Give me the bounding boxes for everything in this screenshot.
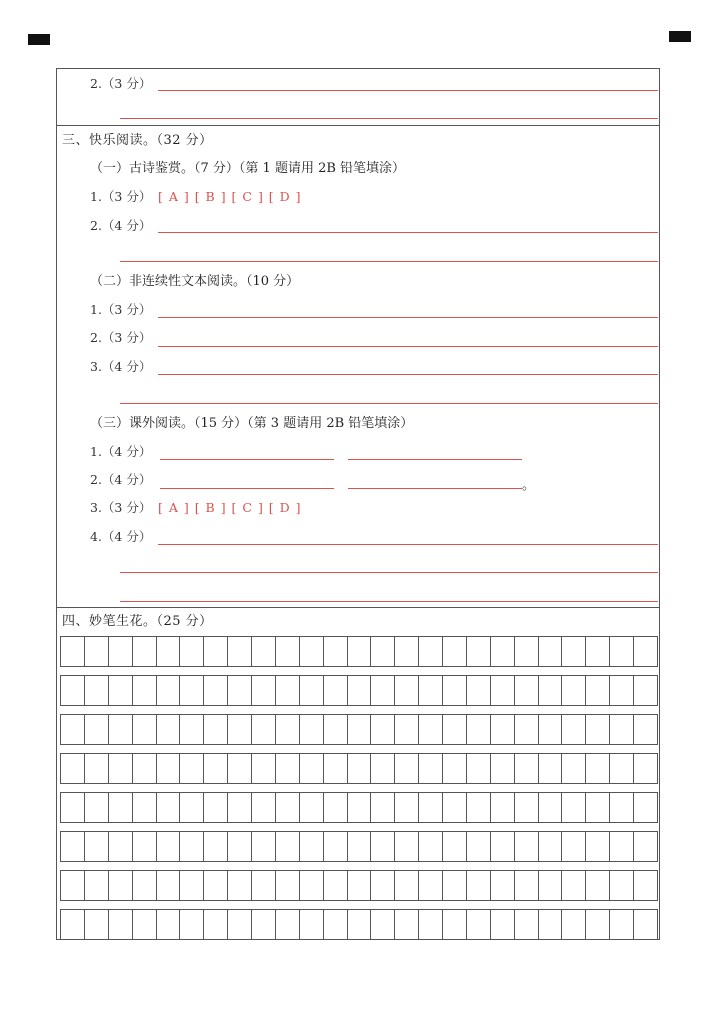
grid-cell[interactable] (228, 871, 252, 900)
grid-cell[interactable] (180, 793, 204, 822)
grid-cell[interactable] (395, 676, 419, 705)
grid-cell[interactable] (371, 910, 395, 939)
grid-cell[interactable] (109, 637, 133, 666)
grid-cell[interactable] (180, 754, 204, 783)
grid-row (60, 792, 658, 823)
grid-cell[interactable] (60, 637, 85, 666)
grid-cell[interactable] (586, 754, 610, 783)
grid-cell[interactable] (562, 871, 586, 900)
grid-cell[interactable] (252, 832, 276, 861)
grid-cell[interactable] (562, 715, 586, 744)
grid-cell[interactable] (586, 910, 610, 939)
grid-cell[interactable] (539, 832, 563, 861)
grid-cell[interactable] (133, 754, 157, 783)
grid-cell[interactable] (634, 715, 658, 744)
answer-line[interactable] (348, 459, 522, 460)
grid-cell[interactable] (109, 871, 133, 900)
grid-cell[interactable] (133, 871, 157, 900)
grid-cell[interactable] (634, 793, 658, 822)
grid-cell[interactable] (610, 832, 634, 861)
grid-cell[interactable] (395, 910, 419, 939)
grid-cell[interactable] (324, 637, 348, 666)
grid-cell[interactable] (419, 754, 443, 783)
grid-cell[interactable] (276, 715, 300, 744)
grid-cell[interactable] (324, 676, 348, 705)
grid-cell[interactable] (348, 754, 372, 783)
question-label: 2.（4 分） (90, 218, 152, 233)
grid-cell[interactable] (562, 676, 586, 705)
grid-row (60, 831, 658, 862)
grid-cell[interactable] (562, 910, 586, 939)
grid-cell[interactable] (491, 715, 515, 744)
grid-cell[interactable] (443, 754, 467, 783)
grid-cell[interactable] (276, 676, 300, 705)
grid-cell[interactable] (324, 832, 348, 861)
question-label: 1.（4 分） (90, 444, 152, 459)
grid-cell[interactable] (467, 793, 491, 822)
answer-line[interactable] (158, 544, 658, 545)
grid-cell[interactable] (109, 910, 133, 939)
section-divider (56, 607, 660, 608)
grid-cell[interactable] (443, 832, 467, 861)
grid-cell[interactable] (610, 871, 634, 900)
grid-cell[interactable] (228, 910, 252, 939)
grid-cell[interactable] (324, 793, 348, 822)
grid-cell[interactable] (515, 871, 539, 900)
grid-cell[interactable] (443, 676, 467, 705)
composition-grid[interactable] (60, 636, 658, 940)
grid-cell[interactable] (491, 910, 515, 939)
subsection-title: （一）古诗鉴赏。（7 分）（第 1 题请用 2B 铅笔填涂） (90, 161, 406, 176)
grid-cell[interactable] (610, 910, 634, 939)
grid-cell[interactable] (634, 910, 658, 939)
grid-cell[interactable] (300, 637, 324, 666)
grid-cell[interactable] (491, 793, 515, 822)
grid-cell[interactable] (252, 754, 276, 783)
question-label: 1.（3 分） (90, 302, 152, 317)
grid-cell[interactable] (60, 715, 85, 744)
answer-line[interactable] (158, 374, 658, 375)
grid-cell[interactable] (157, 871, 181, 900)
grid-cell[interactable] (157, 637, 181, 666)
grid-row-gap (60, 901, 658, 909)
grid-cell[interactable] (252, 637, 276, 666)
grid-cell[interactable] (276, 637, 300, 666)
subsection-title: （三）课外阅读。（15 分）（第 3 题请用 2B 铅笔填涂） (90, 416, 414, 431)
grid-cell[interactable] (300, 754, 324, 783)
alignment-marker-left (28, 34, 50, 45)
grid-cell[interactable] (324, 754, 348, 783)
grid-cell[interactable] (252, 676, 276, 705)
grid-cell[interactable] (228, 793, 252, 822)
grid-cell[interactable] (348, 832, 372, 861)
grid-cell[interactable] (395, 637, 419, 666)
grid-cell[interactable] (562, 754, 586, 783)
grid-cell[interactable] (539, 793, 563, 822)
grid-cell[interactable] (180, 676, 204, 705)
grid-cell[interactable] (204, 754, 228, 783)
question-label: 3.（4 分） (90, 359, 152, 374)
grid-cell[interactable] (85, 871, 109, 900)
grid-cell[interactable] (610, 637, 634, 666)
grid-cell[interactable] (371, 715, 395, 744)
grid-cell[interactable] (252, 910, 276, 939)
answer-line[interactable] (120, 261, 658, 262)
grid-cell[interactable] (395, 793, 419, 822)
grid-cell[interactable] (539, 676, 563, 705)
grid-cell[interactable] (157, 676, 181, 705)
grid-cell[interactable] (443, 910, 467, 939)
grid-cell[interactable] (133, 676, 157, 705)
grid-cell[interactable] (252, 871, 276, 900)
answer-line[interactable] (158, 346, 658, 347)
grid-cell[interactable] (610, 715, 634, 744)
grid-cell[interactable] (60, 871, 85, 900)
grid-cell[interactable] (228, 715, 252, 744)
question-label: 3.（3 分） (90, 500, 152, 515)
grid-cell[interactable] (515, 832, 539, 861)
grid-cell[interactable] (157, 910, 181, 939)
question-label: 4.（4 分） (90, 529, 152, 544)
grid-cell[interactable] (443, 793, 467, 822)
grid-cell[interactable] (204, 637, 228, 666)
grid-row-gap (60, 667, 658, 675)
grid-cell[interactable] (610, 793, 634, 822)
grid-cell[interactable] (157, 832, 181, 861)
grid-row (60, 870, 658, 901)
grid-cell[interactable] (133, 832, 157, 861)
grid-cell[interactable] (204, 832, 228, 861)
grid-cell[interactable] (539, 715, 563, 744)
grid-cell[interactable] (395, 871, 419, 900)
subsection-title: （二）非连续性文本阅读。（10 分） (90, 274, 300, 289)
grid-cell[interactable] (85, 754, 109, 783)
grid-cell[interactable] (491, 871, 515, 900)
grid-cell[interactable] (228, 637, 252, 666)
grid-cell[interactable] (85, 676, 109, 705)
grid-cell[interactable] (634, 832, 658, 861)
grid-cell[interactable] (348, 676, 372, 705)
grid-cell[interactable] (539, 871, 563, 900)
grid-cell[interactable] (371, 754, 395, 783)
grid-cell[interactable] (419, 910, 443, 939)
grid-cell[interactable] (586, 793, 610, 822)
grid-cell[interactable] (85, 715, 109, 744)
answer-line[interactable] (120, 403, 658, 404)
grid-cell[interactable] (586, 871, 610, 900)
grid-cell[interactable] (419, 871, 443, 900)
grid-cell[interactable] (586, 715, 610, 744)
grid-row (60, 714, 658, 745)
grid-cell[interactable] (586, 676, 610, 705)
grid-cell[interactable] (204, 871, 228, 900)
grid-row-gap (60, 784, 658, 792)
grid-cell[interactable] (300, 793, 324, 822)
grid-cell[interactable] (228, 676, 252, 705)
grid-cell[interactable] (371, 676, 395, 705)
grid-cell[interactable] (634, 637, 658, 666)
answer-line[interactable] (120, 118, 658, 119)
section-title: 四、妙笔生花。（25 分） (62, 614, 213, 629)
grid-cell[interactable] (562, 637, 586, 666)
grid-cell[interactable] (419, 715, 443, 744)
grid-cell[interactable] (348, 910, 372, 939)
grid-cell[interactable] (371, 793, 395, 822)
grid-cell[interactable] (276, 793, 300, 822)
grid-cell[interactable] (467, 676, 491, 705)
grid-cell[interactable] (610, 754, 634, 783)
grid-cell[interactable] (204, 910, 228, 939)
grid-row (60, 753, 658, 784)
grid-cell[interactable] (371, 871, 395, 900)
grid-cell[interactable] (85, 832, 109, 861)
grid-cell[interactable] (443, 715, 467, 744)
question-label: 2.（3 分） (90, 330, 152, 345)
grid-cell[interactable] (133, 793, 157, 822)
grid-cell[interactable] (348, 637, 372, 666)
grid-cell[interactable] (133, 910, 157, 939)
grid-cell[interactable] (300, 715, 324, 744)
grid-cell[interactable] (419, 832, 443, 861)
grid-cell[interactable] (515, 793, 539, 822)
grid-cell[interactable] (491, 637, 515, 666)
grid-cell[interactable] (180, 637, 204, 666)
grid-cell[interactable] (419, 637, 443, 666)
grid-cell[interactable] (300, 910, 324, 939)
grid-cell[interactable] (348, 793, 372, 822)
grid-cell[interactable] (539, 637, 563, 666)
grid-row-gap (60, 823, 658, 831)
answer-line[interactable] (158, 232, 658, 233)
grid-cell[interactable] (60, 793, 85, 822)
answer-line[interactable] (160, 459, 334, 460)
grid-cell[interactable] (133, 637, 157, 666)
grid-cell[interactable] (467, 637, 491, 666)
grid-cell[interactable] (539, 910, 563, 939)
grid-cell[interactable] (252, 793, 276, 822)
grid-cell[interactable] (324, 871, 348, 900)
grid-cell[interactable] (109, 676, 133, 705)
grid-cell[interactable] (348, 715, 372, 744)
grid-cell[interactable] (539, 754, 563, 783)
grid-cell[interactable] (634, 676, 658, 705)
grid-cell[interactable] (371, 637, 395, 666)
grid-cell[interactable] (491, 754, 515, 783)
grid-cell[interactable] (562, 832, 586, 861)
grid-cell[interactable] (395, 832, 419, 861)
grid-cell[interactable] (109, 754, 133, 783)
grid-cell[interactable] (252, 715, 276, 744)
answer-line[interactable] (120, 572, 658, 573)
answer-line[interactable] (158, 317, 658, 318)
grid-cell[interactable] (515, 637, 539, 666)
grid-cell[interactable] (180, 871, 204, 900)
grid-cell[interactable] (109, 793, 133, 822)
grid-cell[interactable] (419, 793, 443, 822)
grid-cell[interactable] (443, 637, 467, 666)
grid-cell[interactable] (467, 754, 491, 783)
grid-cell[interactable] (348, 871, 372, 900)
grid-cell[interactable] (491, 832, 515, 861)
grid-row (60, 675, 658, 706)
grid-cell[interactable] (467, 871, 491, 900)
section-divider (56, 125, 660, 126)
grid-cell[interactable] (634, 754, 658, 783)
grid-cell[interactable] (60, 676, 85, 705)
grid-row-gap (60, 706, 658, 714)
grid-cell[interactable] (133, 715, 157, 744)
answer-line[interactable] (348, 488, 522, 489)
question-label: 2.（4 分） (90, 472, 152, 487)
grid-cell[interactable] (157, 754, 181, 783)
grid-row-gap (60, 862, 658, 870)
grid-cell[interactable] (276, 754, 300, 783)
grid-row (60, 909, 658, 940)
alignment-marker-right (669, 31, 691, 42)
grid-cell[interactable] (324, 910, 348, 939)
grid-cell[interactable] (60, 754, 85, 783)
grid-cell[interactable] (467, 715, 491, 744)
grid-cell[interactable] (60, 832, 85, 861)
grid-cell[interactable] (467, 832, 491, 861)
grid-cell[interactable] (515, 715, 539, 744)
grid-cell[interactable] (276, 910, 300, 939)
grid-cell[interactable] (180, 832, 204, 861)
grid-cell[interactable] (491, 676, 515, 705)
grid-cell[interactable] (371, 832, 395, 861)
grid-cell[interactable] (85, 637, 109, 666)
grid-row-gap (60, 745, 658, 753)
grid-cell[interactable] (180, 910, 204, 939)
grid-cell[interactable] (515, 676, 539, 705)
choice-bubbles[interactable]: [ A ] [ B ] [ C ] [ D ] (158, 189, 302, 204)
question-label: 1.（3 分） (90, 189, 152, 204)
grid-cell[interactable] (395, 715, 419, 744)
grid-cell[interactable] (204, 715, 228, 744)
grid-cell[interactable] (180, 715, 204, 744)
answer-line[interactable] (158, 90, 658, 91)
grid-cell[interactable] (515, 754, 539, 783)
grid-cell[interactable] (324, 715, 348, 744)
grid-cell[interactable] (228, 754, 252, 783)
grid-cell[interactable] (109, 832, 133, 861)
choice-bubbles[interactable]: [ A ] [ B ] [ C ] [ D ] (158, 500, 302, 515)
answer-line[interactable] (160, 488, 334, 489)
grid-cell[interactable] (562, 793, 586, 822)
grid-cell[interactable] (204, 676, 228, 705)
grid-cell[interactable] (300, 676, 324, 705)
grid-cell[interactable] (443, 871, 467, 900)
grid-cell[interactable] (276, 832, 300, 861)
grid-cell[interactable] (634, 871, 658, 900)
grid-cell[interactable] (419, 676, 443, 705)
grid-cell[interactable] (85, 910, 109, 939)
grid-cell[interactable] (228, 832, 252, 861)
grid-cell[interactable] (395, 754, 419, 783)
grid-cell[interactable] (157, 715, 181, 744)
question-label: 2.（3 分） (90, 76, 152, 91)
grid-cell[interactable] (467, 910, 491, 939)
grid-cell[interactable] (610, 676, 634, 705)
grid-row (60, 636, 658, 667)
sentence-period: 。 (522, 478, 536, 493)
grid-cell[interactable] (300, 871, 324, 900)
answer-line[interactable] (120, 601, 658, 602)
grid-cell[interactable] (515, 910, 539, 939)
grid-cell[interactable] (276, 871, 300, 900)
section-title: 三、快乐阅读。（32 分） (62, 133, 213, 148)
grid-cell[interactable] (204, 793, 228, 822)
grid-cell[interactable] (300, 832, 324, 861)
grid-cell[interactable] (157, 793, 181, 822)
grid-cell[interactable] (60, 910, 85, 939)
grid-cell[interactable] (586, 832, 610, 861)
grid-cell[interactable] (85, 793, 109, 822)
grid-cell[interactable] (109, 715, 133, 744)
grid-cell[interactable] (586, 637, 610, 666)
